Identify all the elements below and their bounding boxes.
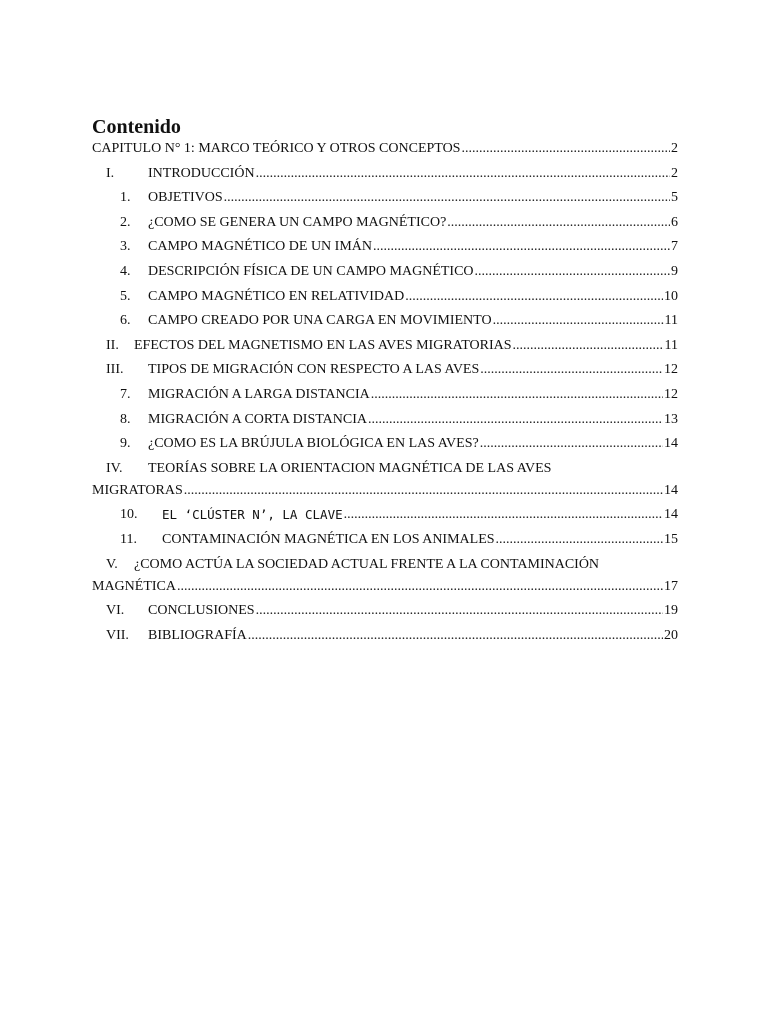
dot-leader bbox=[184, 481, 663, 501]
dot-leader bbox=[493, 311, 664, 331]
dot-leader bbox=[373, 237, 670, 257]
dot-leader bbox=[513, 336, 664, 356]
toc-entry-como-se-genera[interactable] bbox=[92, 213, 678, 233]
toc-entry-conclusiones[interactable] bbox=[92, 601, 678, 621]
toc-entry-page: 7 bbox=[671, 239, 678, 255]
toc-entry-label: TIPOS DE MIGRACIÓN CON RESPECTO A LAS AVES bbox=[148, 362, 480, 378]
toc-entry-number: IV. bbox=[106, 460, 123, 476]
toc-entry-page: 5 bbox=[671, 190, 678, 206]
table-of-contents bbox=[92, 139, 678, 650]
dot-leader bbox=[371, 385, 663, 405]
toc-entry-bibliografia[interactable] bbox=[92, 626, 678, 646]
toc-entry-label: BIBLIOGRAFÍA bbox=[148, 627, 247, 643]
toc-entry-page: 13 bbox=[664, 411, 678, 427]
toc-entry-page: 12 bbox=[664, 386, 678, 402]
toc-entry-number: V. bbox=[106, 556, 118, 572]
toc-entry-number: 10. bbox=[120, 507, 138, 523]
toc-entry-number: II. bbox=[106, 337, 119, 353]
toc-entry-sociedad-contaminacion[interactable] bbox=[92, 555, 678, 597]
toc-entry-page: 11 bbox=[664, 313, 678, 329]
toc-entry-number: 1. bbox=[120, 190, 131, 206]
toc-entry-label: DESCRIPCIÓN FÍSICA DE UN CAMPO MAGNÉTICO bbox=[148, 263, 474, 279]
toc-entry-number: 5. bbox=[120, 288, 131, 304]
toc-entry-campo-iman[interactable] bbox=[92, 237, 678, 257]
toc-entry-number: 3. bbox=[120, 239, 131, 255]
toc-entry-page: 14 bbox=[664, 482, 678, 498]
toc-entry-tipos-migracion[interactable] bbox=[92, 360, 678, 380]
toc-entry-teorias-orientacion[interactable] bbox=[92, 459, 678, 501]
dot-leader bbox=[461, 139, 670, 159]
toc-entry-objetivos[interactable] bbox=[92, 188, 678, 208]
toc-entry-label: TEORÍAS SOBRE LA ORIENTACION MAGNÉTICA DE LAS AVES bbox=[148, 460, 552, 476]
toc-entry-page: 2 bbox=[671, 141, 678, 156]
dot-leader bbox=[256, 164, 670, 184]
toc-entry-relatividad[interactable] bbox=[92, 287, 678, 307]
toc-entry-label: CONTAMINACIÓN MAGNÉTICA EN LOS ANIMALES bbox=[162, 531, 495, 547]
toc-entry-number: 9. bbox=[120, 436, 131, 452]
toc-entry-number: VII. bbox=[106, 627, 129, 643]
toc-entry-page: 10 bbox=[664, 288, 678, 304]
toc-entry-page: 12 bbox=[664, 362, 678, 378]
dot-leader bbox=[256, 601, 663, 621]
toc-entry-label: OBJETIVOS bbox=[148, 190, 223, 206]
toc-entry-label-continued: MIGRATORAS bbox=[92, 482, 183, 498]
toc-entry-page: 14 bbox=[664, 507, 678, 523]
dot-leader bbox=[368, 410, 663, 430]
toc-title: Contenido bbox=[92, 116, 181, 138]
dot-leader bbox=[224, 188, 670, 208]
dot-leader bbox=[344, 505, 663, 525]
toc-entry-number: 7. bbox=[120, 386, 131, 402]
toc-entry-label-continued: MAGNÉTICA bbox=[92, 578, 176, 594]
toc-entry-page: 15 bbox=[664, 531, 678, 547]
toc-entry-page: 6 bbox=[671, 214, 678, 230]
dot-leader bbox=[248, 626, 663, 646]
toc-entry-page: 14 bbox=[664, 436, 678, 452]
toc-entry-page: 20 bbox=[664, 627, 678, 643]
toc-entry-label: CONCLUSIONES bbox=[148, 603, 255, 619]
toc-entry-page: 11 bbox=[664, 337, 678, 353]
toc-entry-larga-distancia[interactable] bbox=[92, 385, 678, 405]
toc-entry-page: 17 bbox=[664, 578, 678, 594]
toc-entry-label: CAMPO MAGNÉTICO EN RELATIVIDAD bbox=[148, 288, 405, 304]
toc-entry-corta-distancia[interactable] bbox=[92, 410, 678, 430]
dot-leader bbox=[177, 577, 663, 597]
toc-entry-label: CAMPO MAGNÉTICO DE UN IMÁN bbox=[148, 239, 372, 255]
toc-entry-number: 4. bbox=[120, 263, 131, 279]
toc-entry-label: MIGRACIÓN A CORTA DISTANCIA bbox=[148, 411, 367, 427]
toc-entry-number: I. bbox=[106, 165, 115, 181]
toc-entry-number: 8. bbox=[120, 411, 131, 427]
toc-entry-efectos-magnetismo[interactable] bbox=[92, 336, 678, 356]
dot-leader bbox=[405, 287, 663, 307]
toc-entry-contaminacion-animales[interactable] bbox=[92, 530, 678, 550]
dot-leader bbox=[480, 434, 663, 454]
dot-leader bbox=[480, 360, 663, 380]
toc-entry-label: ¿COMO ACTÚA LA SOCIEDAD ACTUAL FRENTE A LA CONTAMINACIÓN bbox=[134, 556, 600, 572]
toc-entry-label: CAMPO CREADO POR UNA CARGA EN MOVIMIENTO bbox=[148, 313, 492, 329]
toc-entry-label: INTRODUCCIÓN bbox=[148, 165, 255, 181]
toc-entry-number: 6. bbox=[120, 313, 131, 329]
toc-entry-cluster-n[interactable] bbox=[92, 505, 678, 525]
dot-leader bbox=[475, 262, 670, 282]
toc-entry-number: 2. bbox=[120, 214, 131, 230]
toc-entry-capitulo-1[interactable] bbox=[92, 139, 678, 159]
toc-entry-page: 19 bbox=[664, 603, 678, 619]
dot-leader bbox=[496, 530, 663, 550]
dot-leader bbox=[447, 213, 670, 233]
toc-entry-brujula-biologica[interactable] bbox=[92, 434, 678, 454]
toc-entry-number: 11. bbox=[120, 531, 137, 547]
toc-entry-label: MIGRACIÓN A LARGA DISTANCIA bbox=[148, 386, 370, 402]
toc-entry-number: III. bbox=[106, 362, 124, 378]
toc-entry-label: ¿COMO ES LA BRÚJULA BIOLÓGICA EN LAS AVES? bbox=[148, 436, 479, 452]
toc-entry-carga-movimiento[interactable] bbox=[92, 311, 678, 331]
toc-entry-label: EFECTOS DEL MAGNETISMO EN LAS AVES MIGRATORIAS bbox=[134, 337, 512, 353]
toc-entry-label: EL ‘CLÚSTER N’, LA CLAVE bbox=[162, 507, 343, 523]
toc-entry-label: ¿COMO SE GENERA UN CAMPO MAGNÉTICO? bbox=[148, 214, 447, 230]
toc-entry-page: 9 bbox=[671, 263, 678, 279]
toc-entry-number: VI. bbox=[106, 603, 125, 619]
toc-entry-label: CAPITULO N° 1: MARCO TEÓRICO Y OTROS CONCEPTOS bbox=[92, 141, 461, 156]
toc-entry-page: 2 bbox=[671, 165, 678, 181]
toc-entry-descripcion-fisica[interactable] bbox=[92, 262, 678, 282]
toc-entry-introduccion[interactable] bbox=[92, 164, 678, 184]
